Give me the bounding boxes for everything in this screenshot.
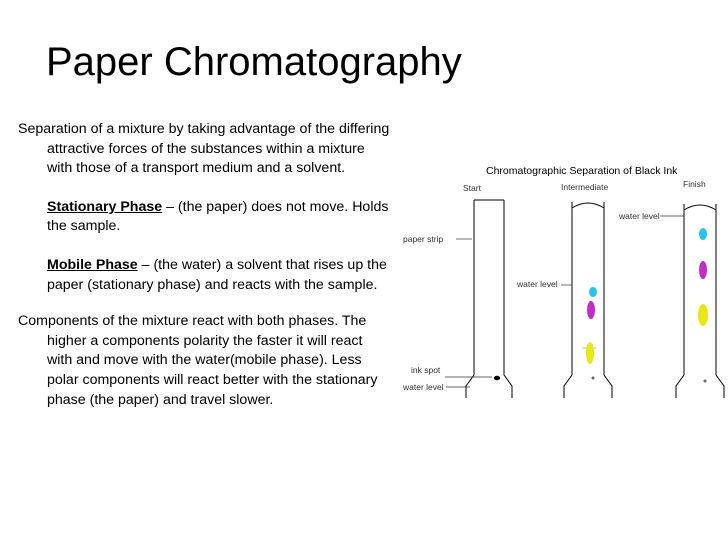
ink-spot <box>494 376 500 380</box>
yellow-dye-band <box>698 304 708 326</box>
diagram-title: Chromatographic Separation of Black Ink <box>486 165 678 177</box>
cyan-dye-band <box>699 228 707 240</box>
stationary-phase-desc: – (the paper) does not move. Holds the sample. <box>47 198 389 235</box>
stage-label-start: Start <box>463 183 481 193</box>
intro-rest: differing attractive forces of the substances within a mixture with those of a transport medium and a solvent. <box>47 121 390 177</box>
components-line-1: Components of the mixture react with both phases. <box>18 313 339 330</box>
body-text <box>18 120 390 410</box>
intermediate-tube <box>564 202 612 398</box>
origin-mark <box>704 380 707 383</box>
stage-label-finish: Finish <box>683 179 706 189</box>
intro-line-1: Separation of a mixture by taking advantage of the <box>18 121 336 137</box>
intro-paragraph <box>18 120 390 179</box>
components-rest: The higher a components polarity the faster it will react with and move with the water(mobile phase). Less polar components will react better with the stationary phase (the paper) and travel slower. <box>47 313 378 408</box>
magenta-dye-band <box>587 301 595 319</box>
paper-strip-label: paper strip <box>403 234 444 244</box>
origin-mark <box>592 377 595 380</box>
magenta-dye-band <box>699 261 707 279</box>
start-tube <box>466 200 512 398</box>
stationary-phase-term: Stationary Phase <box>47 198 163 215</box>
water-level-label: water level <box>403 382 444 392</box>
ink-spot-label: ink spot <box>411 365 441 375</box>
stage-label-intermediate: Intermediate <box>561 182 609 192</box>
water-level-label-intermediate: water level <box>517 279 558 289</box>
cyan-dye-band <box>589 287 597 297</box>
mobile-phase-item <box>18 256 390 295</box>
yellow-dye-band <box>586 342 594 364</box>
page-title: Paper Chromatography <box>46 40 462 84</box>
chromatography-diagram <box>398 150 728 410</box>
intermediate-dyes <box>586 287 597 380</box>
water-level-label-finish: water level <box>619 211 660 221</box>
finish-dyes <box>698 228 708 383</box>
stationary-phase-item <box>18 198 390 237</box>
components-paragraph <box>18 312 390 410</box>
mobile-phase-term: Mobile Phase <box>47 256 138 273</box>
mobile-phase-desc: – (the water) a solvent that rises up the paper (stationary phase) and reacts with the sample. <box>47 256 387 293</box>
